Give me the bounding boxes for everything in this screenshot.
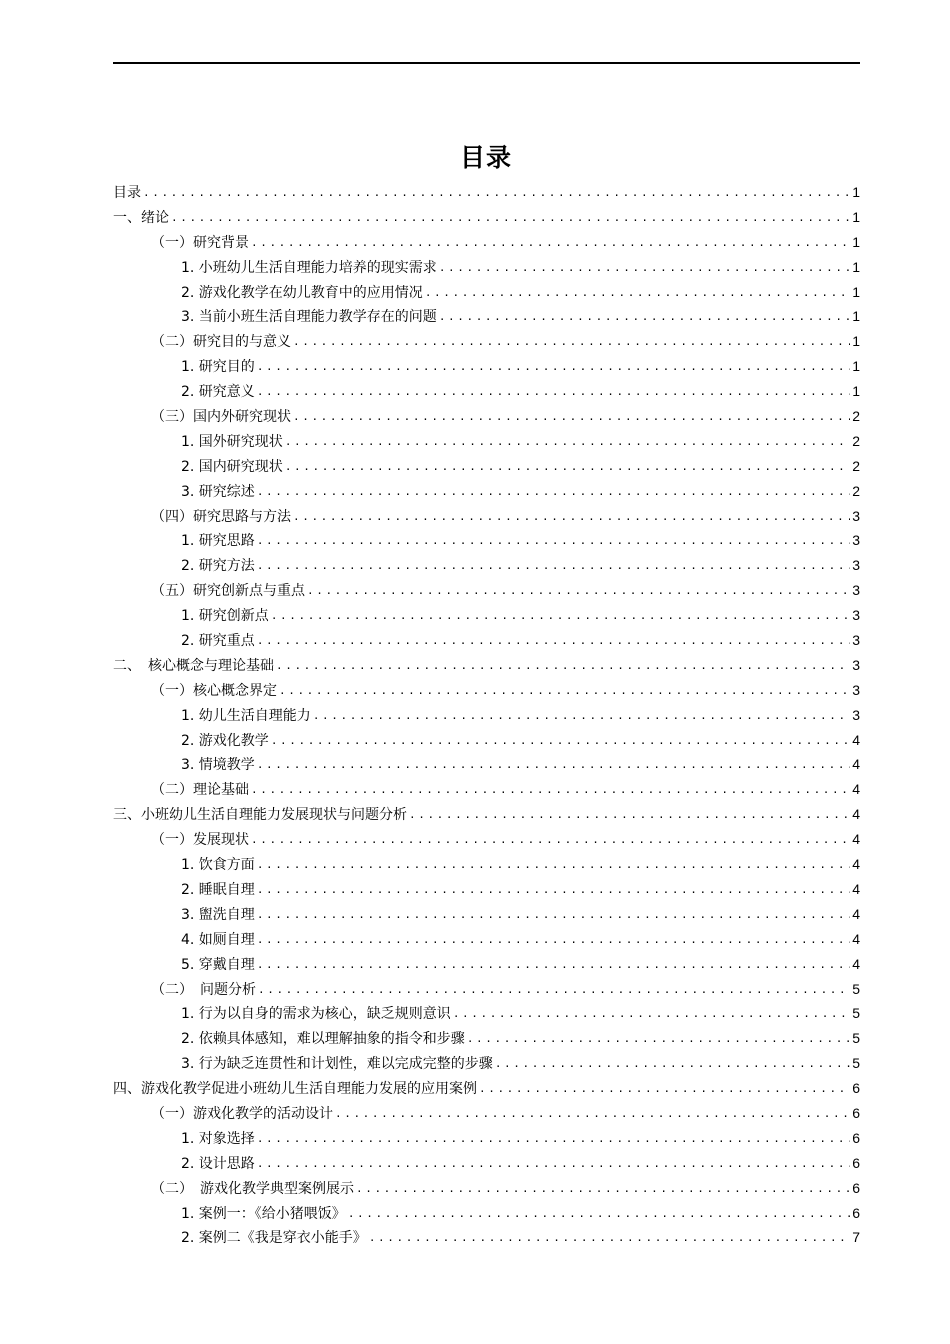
toc-entry-label: 三、小班幼儿生活自理能力发展现状与问题分析 bbox=[113, 807, 407, 824]
toc-entry[interactable] bbox=[113, 1076, 860, 1101]
toc-entry-label: 3. 情境教学 bbox=[181, 757, 255, 774]
toc-entry[interactable] bbox=[113, 1001, 860, 1026]
toc-entry[interactable] bbox=[113, 528, 860, 553]
toc-entry-page-number: 6 bbox=[852, 1129, 860, 1146]
toc-dot-leader bbox=[257, 1127, 850, 1151]
toc-entry[interactable] bbox=[113, 504, 860, 529]
toc-dot-leader bbox=[439, 256, 850, 280]
toc-entry-page-number: 3 bbox=[852, 557, 860, 574]
toc-entry-label: 目录 bbox=[113, 185, 141, 201]
toc-dot-leader bbox=[251, 231, 850, 255]
toc-dot-leader bbox=[285, 455, 850, 479]
toc-dot-leader bbox=[271, 729, 850, 753]
toc-entry-page-number: 1 bbox=[852, 184, 860, 200]
toc-dot-leader bbox=[369, 1226, 850, 1250]
toc-entry-page-number: 1 bbox=[852, 383, 860, 400]
toc-entry-page-number: 5 bbox=[852, 1055, 860, 1072]
toc-entry-label: 2. 研究重点 bbox=[181, 633, 255, 650]
toc-entry[interactable] bbox=[113, 1026, 860, 1051]
toc-entry[interactable] bbox=[113, 1051, 860, 1076]
toc-entry[interactable] bbox=[113, 329, 860, 354]
toc-entry[interactable] bbox=[113, 255, 860, 280]
toc-dot-leader bbox=[479, 1077, 850, 1101]
toc-entry-page-number: 1 bbox=[852, 208, 860, 225]
toc-entry[interactable] bbox=[113, 230, 860, 255]
toc-dot-leader bbox=[251, 828, 850, 852]
toc-entry-label: 2. 睡眠自理 bbox=[181, 881, 255, 898]
toc-dot-leader bbox=[171, 206, 850, 230]
toc-entry[interactable] bbox=[113, 678, 860, 703]
toc-entry-page-number: 1 bbox=[852, 358, 860, 375]
toc-entry-label: 2. 国内研究现状 bbox=[181, 458, 283, 475]
toc-entry-label: （一）发展现状 bbox=[151, 832, 249, 849]
toc-entry[interactable] bbox=[113, 777, 860, 802]
toc-entry-page-number: 4 bbox=[852, 806, 860, 823]
toc-entry[interactable] bbox=[113, 578, 860, 603]
toc-entry-page-number: 2 bbox=[852, 457, 860, 474]
toc-dot-leader bbox=[257, 1152, 850, 1176]
toc-entry[interactable] bbox=[113, 280, 860, 305]
toc-entry-label: （一）研究背景 bbox=[151, 234, 249, 251]
toc-entry[interactable] bbox=[113, 827, 860, 852]
toc-entry[interactable] bbox=[113, 952, 860, 977]
toc-dot-leader bbox=[257, 853, 850, 877]
toc-entry[interactable] bbox=[113, 1176, 860, 1201]
toc-entry-page-number: 4 bbox=[852, 880, 860, 897]
toc-entry[interactable] bbox=[113, 1201, 860, 1226]
toc-entry[interactable] bbox=[113, 553, 860, 578]
toc-dot-leader bbox=[356, 1177, 850, 1201]
toc-entry-page-number: 4 bbox=[852, 731, 860, 748]
toc-dot-leader bbox=[279, 679, 850, 703]
toc-entry-label: （二）研究目的与意义 bbox=[151, 334, 291, 351]
toc-dot-leader bbox=[257, 928, 850, 952]
toc-entry-label: 1. 国外研究现状 bbox=[181, 433, 283, 450]
toc-dot-leader bbox=[467, 1027, 850, 1051]
toc-entry-label: 2. 游戏化教学 bbox=[181, 732, 269, 749]
toc-dot-leader bbox=[257, 380, 850, 404]
toc-entry[interactable] bbox=[113, 304, 860, 329]
toc-entry-label: 3. 研究综述 bbox=[181, 483, 255, 500]
toc-entry-page-number: 1 bbox=[852, 333, 860, 350]
toc-dot-leader bbox=[293, 330, 850, 354]
toc-entry[interactable] bbox=[113, 852, 860, 877]
toc-entry-page-number: 3 bbox=[852, 532, 860, 549]
toc-entry-label: 3. 盥洗自理 bbox=[181, 906, 255, 923]
toc-entry-label: （四）研究思路与方法 bbox=[151, 508, 291, 525]
toc-entry-page-number: 3 bbox=[852, 656, 860, 673]
toc-dot-leader bbox=[495, 1052, 850, 1076]
toc-entry-page-number: 3 bbox=[852, 681, 860, 698]
toc-entry[interactable] bbox=[113, 603, 860, 628]
toc-entry-page-number: 4 bbox=[852, 831, 860, 848]
toc-entry-page-number: 4 bbox=[852, 756, 860, 773]
toc-dot-leader bbox=[257, 753, 850, 777]
toc-entry-label: 3. 当前小班生活自理能力教学存在的问题 bbox=[181, 309, 437, 326]
toc-entry-page-number: 1 bbox=[852, 283, 860, 300]
toc-entry[interactable] bbox=[113, 1225, 860, 1250]
toc-entry-page-number: 6 bbox=[852, 1179, 860, 1196]
toc-entry[interactable] bbox=[113, 429, 860, 454]
toc-entry-label: 1. 小班幼儿生活自理能力培养的现实需求 bbox=[181, 259, 437, 276]
toc-entry-label: 4. 如厕自理 bbox=[181, 931, 255, 948]
toc-entry-label: 四、游戏化教学促进小班幼儿生活自理能力发展的应用案例 bbox=[113, 1081, 477, 1098]
toc-entry-label: 2. 依赖具体感知，难以理解抽象的指令和步骤 bbox=[181, 1031, 465, 1048]
toc-dot-leader bbox=[257, 480, 850, 504]
toc-entry-label: 二、 核心概念与理论基础 bbox=[113, 657, 274, 674]
toc-entry-page-number: 1 bbox=[852, 258, 860, 275]
toc-entry-label: 1. 幼儿生活自理能力 bbox=[181, 707, 311, 724]
toc-entry-label: （一）游戏化教学的活动设计 bbox=[151, 1105, 333, 1122]
toc-entry[interactable] bbox=[113, 902, 860, 927]
toc-entry-page-number: 3 bbox=[852, 706, 860, 723]
toc-dot-leader bbox=[258, 978, 850, 1002]
toc-entry-page-number: 5 bbox=[852, 980, 860, 997]
toc-entry[interactable] bbox=[113, 802, 860, 827]
toc-entry-label: （二）理论基础 bbox=[151, 782, 249, 799]
toc-dot-leader bbox=[307, 579, 850, 603]
toc-entry-label: 1. 行为以自身的需求为核心，缺乏规则意识 bbox=[181, 1006, 451, 1023]
toc-entry-page-number: 6 bbox=[852, 1104, 860, 1121]
toc-entry-label: 1. 饮食方面 bbox=[181, 857, 255, 874]
toc-entry-page-number: 6 bbox=[852, 1080, 860, 1097]
toc-dot-leader bbox=[257, 903, 850, 927]
toc-entry-label: 1. 对象选择 bbox=[181, 1130, 255, 1147]
toc-entry-page-number: 3 bbox=[852, 632, 860, 649]
toc-entry-page-number: 3 bbox=[852, 507, 860, 524]
toc-entry[interactable] bbox=[113, 628, 860, 653]
toc-dot-leader bbox=[257, 878, 850, 902]
toc-entry[interactable] bbox=[113, 703, 860, 728]
toc-entry-label: 3. 行为缺乏连贯性和计划性，难以完成完整的步骤 bbox=[181, 1056, 493, 1073]
toc-dot-leader bbox=[313, 704, 850, 728]
toc-entry-page-number: 4 bbox=[852, 955, 860, 972]
toc-entry-label: 2. 研究方法 bbox=[181, 558, 255, 575]
toc-entry-label: 5. 穿戴自理 bbox=[181, 956, 255, 973]
toc-dot-leader bbox=[293, 405, 850, 429]
toc-dot-leader bbox=[257, 529, 850, 553]
toc-entry-page-number: 5 bbox=[852, 1030, 860, 1047]
toc-entry[interactable] bbox=[113, 877, 860, 902]
toc-entry-label: 1. 研究目的 bbox=[181, 359, 255, 376]
toc-entry[interactable] bbox=[113, 354, 860, 379]
toc-entry-page-number: 3 bbox=[852, 582, 860, 599]
toc-entry-page-number: 2 bbox=[852, 482, 860, 499]
toc-dot-leader bbox=[143, 181, 850, 205]
toc-entry[interactable] bbox=[113, 977, 860, 1002]
toc-entry[interactable] bbox=[113, 1151, 860, 1176]
toc-entry[interactable] bbox=[113, 1101, 860, 1126]
toc-dot-leader bbox=[335, 1102, 850, 1126]
toc-entry[interactable] bbox=[113, 927, 860, 952]
toc-entry[interactable] bbox=[113, 379, 860, 404]
toc-entry[interactable] bbox=[113, 653, 860, 678]
toc-dot-leader bbox=[293, 505, 850, 529]
toc-entry-page-number: 1 bbox=[852, 233, 860, 250]
toc-entry[interactable] bbox=[113, 1126, 860, 1151]
toc-entry-label: （五）研究创新点与重点 bbox=[151, 583, 305, 600]
toc-entry[interactable] bbox=[113, 454, 860, 479]
toc-entry-label: 2. 设计思路 bbox=[181, 1155, 255, 1172]
toc-entry-page-number: 5 bbox=[852, 1005, 860, 1022]
toc-dot-leader bbox=[348, 1202, 850, 1226]
toc-dot-leader bbox=[257, 953, 850, 977]
toc-dot-leader bbox=[276, 654, 850, 678]
page-title: 目录 bbox=[459, 143, 512, 172]
toc-entry-label: 一、绪论 bbox=[113, 209, 169, 226]
toc-dot-leader bbox=[425, 281, 850, 305]
toc-entry-page-number: 2 bbox=[852, 432, 860, 449]
header-rule bbox=[113, 62, 860, 64]
toc-entry-label: 2. 研究意义 bbox=[181, 384, 255, 401]
toc-entry[interactable] bbox=[113, 180, 860, 205]
toc-entry-label: （二） 游戏化教学典型案例展示 bbox=[151, 1180, 354, 1197]
toc-dot-leader bbox=[285, 430, 850, 454]
toc-dot-leader bbox=[409, 803, 850, 827]
toc-entry-page-number: 4 bbox=[852, 930, 860, 947]
toc-entry-page-number: 6 bbox=[852, 1204, 860, 1221]
toc-entry-page-number: 4 bbox=[852, 905, 860, 922]
toc-entry-page-number: 4 bbox=[852, 781, 860, 798]
table-of-contents bbox=[113, 180, 860, 1250]
toc-entry[interactable] bbox=[113, 752, 860, 777]
toc-entry-label: （三）国内外研究现状 bbox=[151, 409, 291, 426]
toc-entry-label: 1. 案例一：《给小猪喂饭》 bbox=[181, 1205, 346, 1222]
toc-entry-page-number: 3 bbox=[852, 607, 860, 624]
toc-entry[interactable] bbox=[113, 479, 860, 504]
toc-entry-label: 1. 研究创新点 bbox=[181, 608, 269, 625]
toc-dot-leader bbox=[257, 554, 850, 578]
toc-entry-page-number: 6 bbox=[852, 1154, 860, 1171]
toc-entry-label: （一）核心概念界定 bbox=[151, 682, 277, 699]
toc-entry[interactable] bbox=[113, 205, 860, 230]
toc-dot-leader bbox=[251, 778, 850, 802]
toc-entry[interactable] bbox=[113, 404, 860, 429]
toc-entry-label: 2. 游戏化教学在幼儿教育中的应用情况 bbox=[181, 284, 423, 301]
toc-entry-page-number: 1 bbox=[852, 308, 860, 325]
toc-entry-page-number: 2 bbox=[852, 408, 860, 425]
toc-entry-page-number: 7 bbox=[852, 1229, 860, 1246]
toc-dot-leader bbox=[453, 1002, 850, 1026]
toc-entry-page-number: 4 bbox=[852, 856, 860, 873]
toc-dot-leader bbox=[271, 604, 850, 628]
toc-dot-leader bbox=[257, 355, 850, 379]
toc-entry-label: 1. 研究思路 bbox=[181, 533, 255, 550]
toc-dot-leader bbox=[439, 305, 850, 329]
toc-entry[interactable] bbox=[113, 728, 860, 753]
toc-dot-leader bbox=[257, 629, 850, 653]
toc-entry-label: （二） 问题分析 bbox=[151, 981, 256, 998]
toc-entry-label: 2. 案例二《我是穿衣小能手》 bbox=[181, 1230, 367, 1247]
